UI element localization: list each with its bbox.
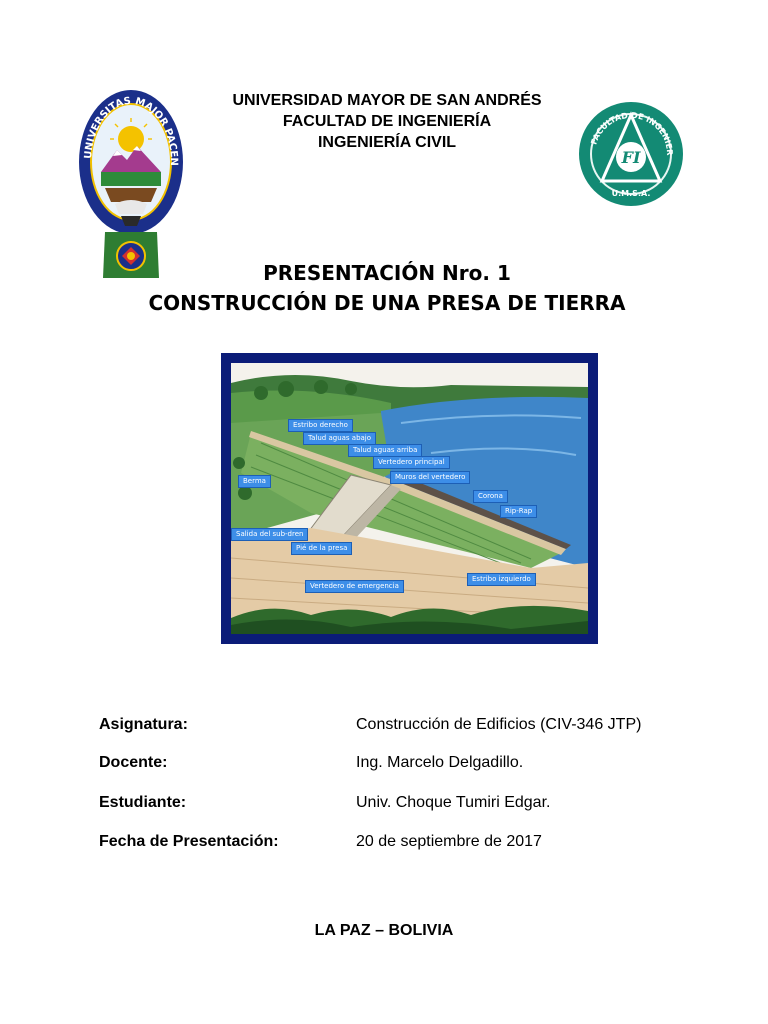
info-value: Construcción de Edificios (CIV-346 JTP)	[356, 716, 642, 733]
fi-bottom-text: U.M.S.A.	[611, 189, 651, 198]
career-name: INGENIERÍA CIVIL	[317, 134, 457, 151]
info-label: Docente:	[99, 754, 168, 771]
label-talud-aguas-arriba: Talud aguas arriba	[348, 444, 422, 457]
title-line-2: CONSTRUCCIÓN DE UNA PRESA DE TIERRA	[148, 291, 626, 315]
title-line-1: PRESENTACIÓN Nro. 1	[263, 261, 511, 285]
label-berma: Berma	[238, 475, 271, 488]
earth-dam-illustration	[221, 353, 598, 644]
info-row-docente	[99, 752, 699, 774]
label-corona: Corona	[473, 490, 508, 503]
label-talud-aguas-abajo: Talud aguas abajo	[303, 432, 376, 445]
university-name: UNIVERSIDAD MAYOR DE SAN ANDRÉS	[232, 92, 542, 109]
faculty-engineering-logo	[578, 101, 684, 207]
label-estribo-izquierdo: Estribo izquierdo	[467, 573, 536, 586]
info-value: 20 de septiembre de 2017	[356, 833, 542, 850]
presentation-title	[60, 258, 714, 318]
fi-ring-text: FACULTAD DE INGENIER	[589, 110, 675, 156]
info-label: Estudiante:	[99, 794, 187, 811]
label-estribo-derecho: Estribo derecho	[288, 419, 353, 432]
label-vertedero-principal: Vertedero principal	[373, 456, 450, 469]
info-row-asignatura	[99, 714, 699, 736]
location-footer: LA PAZ – BOLIVIA	[314, 922, 454, 939]
info-row-estudiante	[99, 792, 699, 814]
label-rip-rap: Rip-Rap	[500, 505, 537, 518]
info-value: Ing. Marcelo Delgadillo.	[356, 754, 524, 771]
info-label: Fecha de Presentación:	[99, 833, 279, 850]
info-label: Asignatura:	[99, 716, 188, 733]
info-row-fecha	[99, 831, 699, 853]
umsa-ring-text: UNIVERSITAS MAJOR PACEN	[82, 95, 180, 166]
faculty-name: FACULTAD DE INGENIERÍA	[282, 113, 492, 130]
label-salida-del-sub-dren: Salida del sub-dren	[231, 528, 308, 541]
info-value: Univ. Choque Tumiri Edgar.	[356, 794, 551, 811]
label-muros-del-vertedero: Muros del vertedero	[390, 471, 470, 484]
label-pie-de-la-presa: Pié de la presa	[291, 542, 352, 555]
fi-monogram: FI	[621, 148, 641, 167]
dam-drawing	[231, 363, 588, 634]
label-vertedero-de-emergencia: Vertedero de emergencia	[305, 580, 404, 593]
institution-header	[150, 90, 624, 153]
